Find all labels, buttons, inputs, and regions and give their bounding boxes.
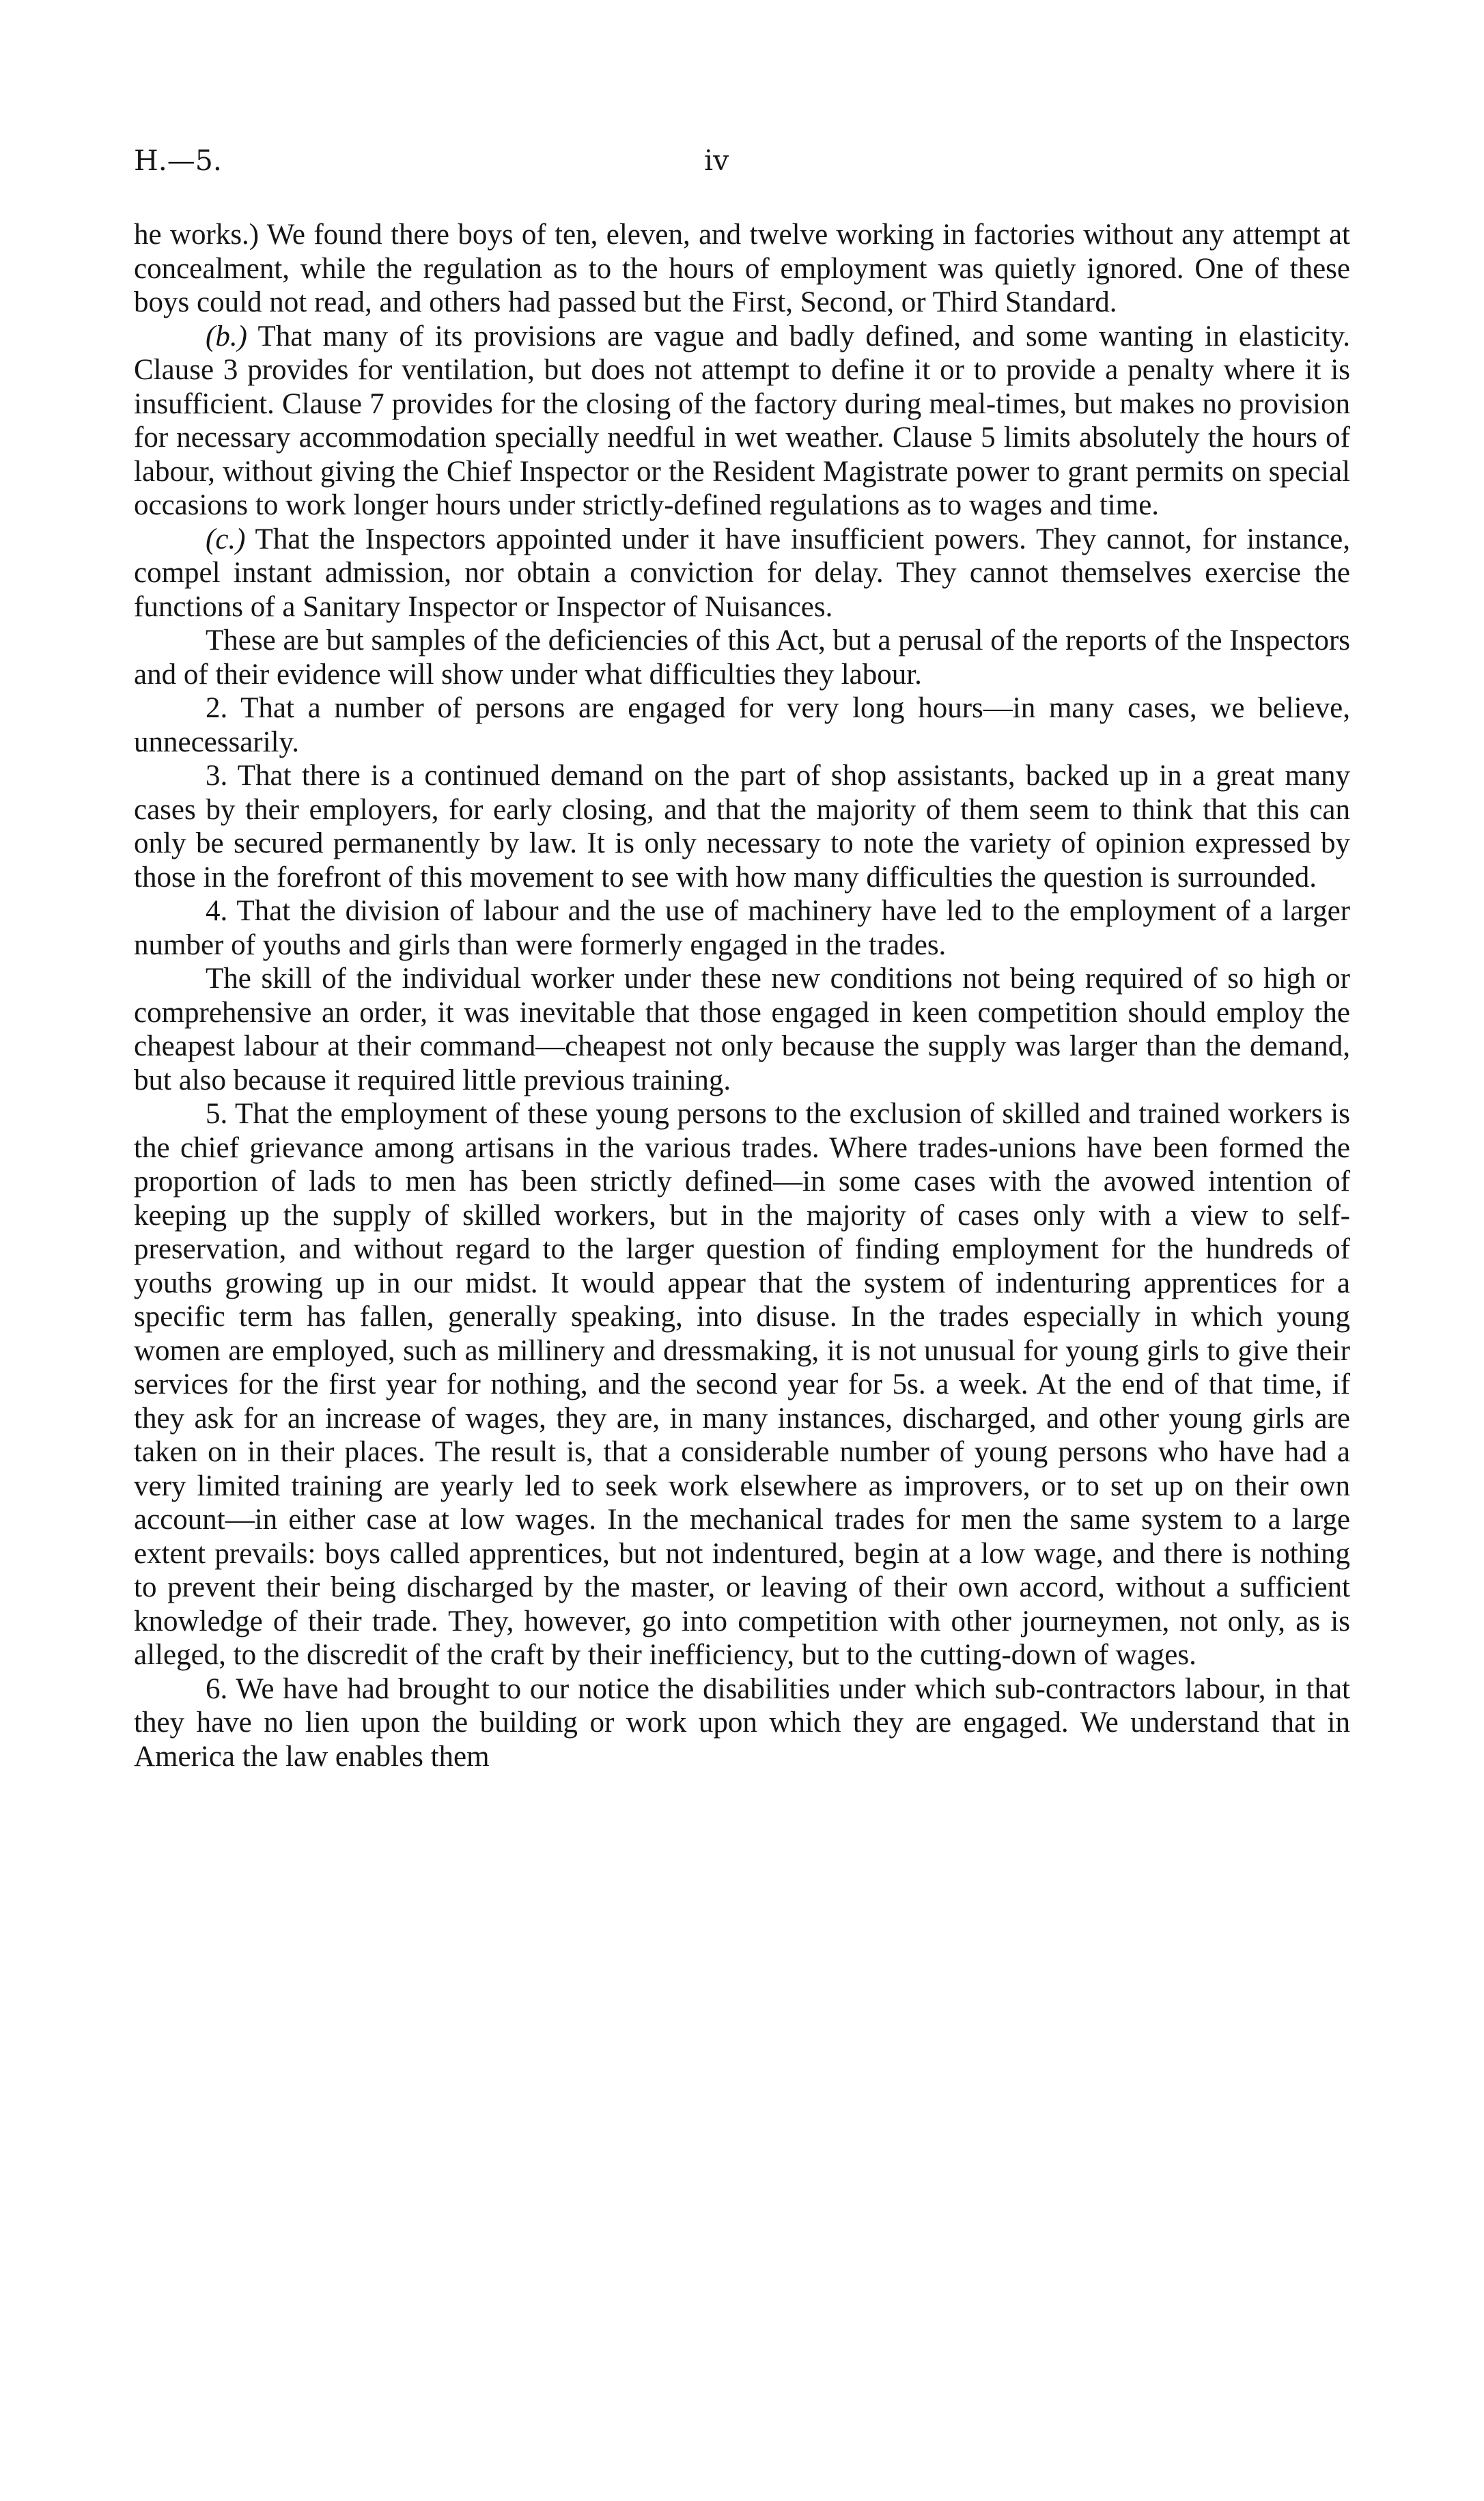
paragraph: (b.) That many of its provisions are vague and badly defined, and some wanting in elasticity. Clause 3 provides for ventilation, but does not attempt to define it or to provide a penalty where it is insufficient. Clause 7 provides for the closing of the factory during meal-times, but makes no provision for necessary accommodation specially needful in wet weather. Clause 5 limits absolutely the hours of labour, without giving the Chief Inspector or the Resident Magistrate power to grant permits on special occasions to work longer hours under strictly-defined regulations as to wages and time. — [134, 320, 1350, 521]
paragraph: 6. We have had brought to our notice the disabilities under which sub-contractors labour, in that they have no lien upon the building or work upon which they are engaged. We understand that in America the law enables them — [134, 1672, 1350, 1773]
page-number: iv — [704, 144, 729, 177]
body-text — [134, 218, 1350, 1773]
document-reference: H.—5. — [134, 144, 222, 177]
paragraph: 5. That the employment of these young persons to the exclusion of skilled and trained workers is the chief grievance among artisans in the various trades. Where trades-unions have been formed the proportion of lads to men has been strictly defined—in some cases with the avowed intention of keeping up the supply of skilled workers, but in the majority of cases only with a view to self-preservation, and without regard to the larger question of finding employment for the hundreds of youths growing up in our midst. It would appear that the system of indenturing apprentices for a specific term has fallen, generally speaking, into disuse. In the trades especially in which young women are employed, such as millinery and dressmaking, it is not unusual for young girls to give their services for the first year for nothing, and the second year for 5s. a week. At the end of that time, if they ask for an increase of wages, they are, in many instances, discharged, and other young girls are taken on in their places. The result is, that a considerable number of young persons who have had a very limited training are yearly led to seek work elsewhere as improvers, or to set up on their own account—in either case at low wages. In the mechanical trades for men the same system to a large extent prevails: boys called apprentices, but not indentured, begin at a low wage, and there is nothing to prevent their being discharged by the master, or leaving of their own accord, without a sufficient knowledge of their trade. They, however, go into competition with other journeymen, not only, as is alleged, to the discredit of the craft by their inefficiency, but to the cutting-down of wages. — [134, 1098, 1350, 1671]
paragraph: 4. That the division of labour and the use of machinery have led to the employment of a larger number of youths and girls than were formerly engaged in the trades. — [134, 895, 1350, 961]
paragraph: The skill of the individual worker under these new conditions not being required of so high or comprehensive an order, it was inevitable that those engaged in keen competition should employ the cheapest labour at their command—cheapest not only because the supply was larger than the demand, but also because it required little previous training. — [134, 963, 1350, 1096]
clause-label: (c.) — [206, 523, 246, 555]
paragraph: he works.) We found there boys of ten, eleven, and twelve working in factories without any attempt at concealment, while the regulation as to the hours of employment was quietly ignored. One of these boys could not read, and others had passed but the First, Second, or Third Standard. — [134, 219, 1350, 318]
paragraph: (c.) That the Inspectors appointed under it have insufficient powers. They cannot, for instance, compel instant admission, nor obtain a conviction for delay. They cannot themselves exercise the functions of a Sanitary Inspector or Inspector of Nuisances. — [134, 523, 1350, 623]
paragraph: These are but samples of the deficiencies of this Act, but a perusal of the reports of the Inspectors and of their evidence will show under what difficulties they labour. — [134, 624, 1350, 691]
paragraph: 2. That a number of persons are engaged for very long hours—in many cases, we believe, unnecessarily. — [134, 692, 1350, 758]
clause-label: (b.) — [206, 320, 247, 353]
paragraph: 3. That there is a continued demand on the part of shop assistants, backed up in a great many cases by their employers, for early closing, and that the majority of them seem to think that this can only be secured permanently by law. It is only necessary to note the variety of opinion expressed by those in the forefront of this movement to see with how many difficulties the question is surrounded. — [134, 760, 1350, 894]
page-header — [134, 140, 1350, 181]
